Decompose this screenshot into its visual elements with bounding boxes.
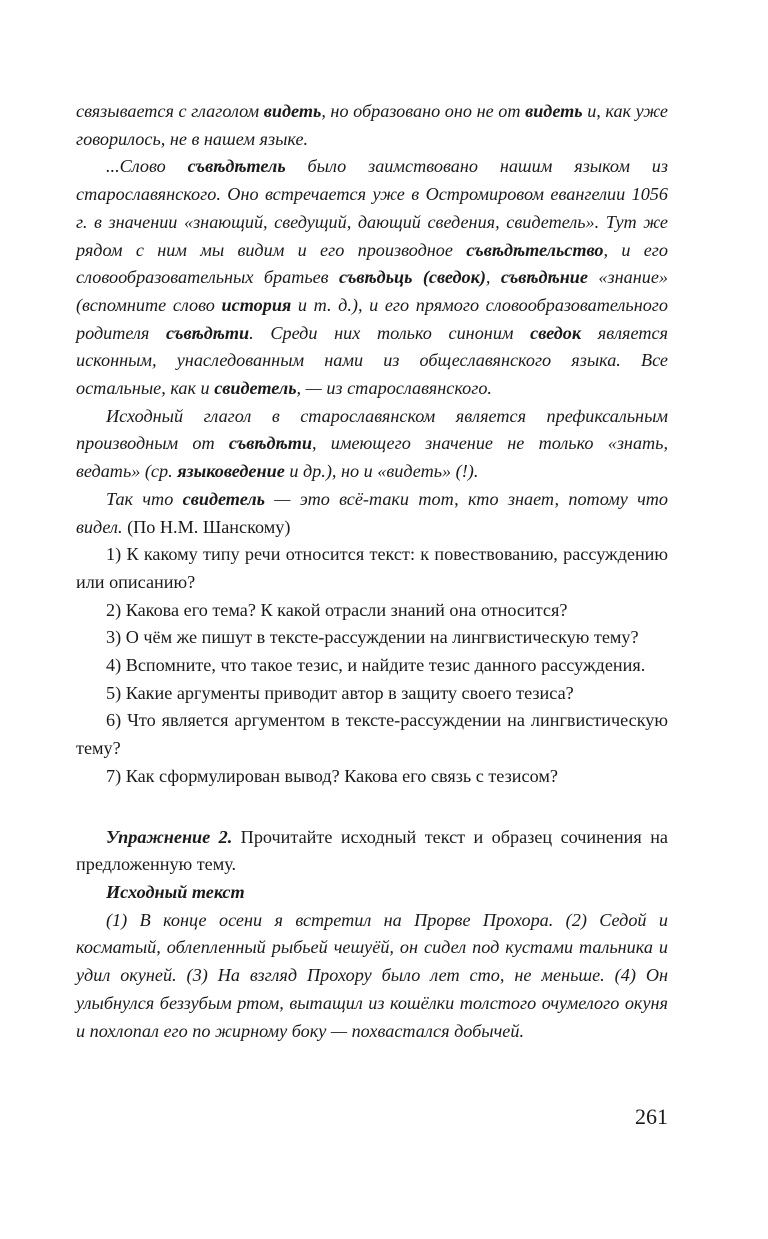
key-word: языковедение <box>177 461 285 482</box>
etymology-paragraph-2: ...Слово съвѣдѣтель было заимствовано нашим языком из старославянского. Оно встречается уже в Остромировом евангелии 1056 г. в значении «знающий, сведущий, дающий сведения, свидетель». Тут же рядом с ним мы видим и его производное съвѣдѣтельство, и его словообразовательных братьев съвѣдьць (сведок), съвѣдѣние «знание» (вспомните слово история и т. д.), и его прямого словообразовательного родителя съвѣдѣти. Среди них только синоним сведок является исконным, унаследованным нами из общеславянского языка. Все остальные, как и свидетель, — из старославянского. <box>76 156 669 399</box>
source-attribution: (По Н.М. Шанскому) <box>122 516 291 537</box>
key-word: съвѣдѣтель <box>187 156 286 177</box>
exercise-instruction: Упражнение 2. Прочитайте исходный текст и образец сочинения на предложенную тему. <box>76 826 668 875</box>
question-5: 5) Какие аргументы приводит автор в защиту своего тезиса? <box>106 682 574 703</box>
question-6: 6) Что является аргументом в тексте-рассуждении на лингвистическую тему? <box>76 710 668 759</box>
key-word: съвѣдѣти <box>228 433 312 454</box>
etymology-paragraph-3: Исходный глагол в старославянском является префиксальным производным от съвѣдѣти, имеющего значение не только «знать, ведать» (ср. языковедение и др.), но и «видеть» (!). <box>76 405 668 482</box>
etymology-paragraph-1: связывается с глаголом видеть, но образовано оно не от видеть и, как уже говорилось, не в нашем языке. <box>76 101 669 149</box>
key-word: съвѣдѣние <box>500 267 588 288</box>
exercise-label: Упражнение 2. <box>106 826 233 847</box>
question-3: 3) О чём же пишут в тексте-рассуждении на лингвистическую тему? <box>106 627 639 648</box>
question-4: 4) Вспомните, что такое тезис, и найдите тезис данного рассуждения. <box>106 655 646 676</box>
etymology-paragraph-4: Так что свидетель — это всё-таки тот, кто знает, потому что видел. (По Н.М. Шанскому) <box>76 488 669 537</box>
section-gap <box>76 791 668 824</box>
source-text: (1) В конце осени я встретил на Прорве Прохора. (2) Седой и косматый, облепленный рыбьей чешуёй, он сидел под кустами тальника и удил окуней. (3) На взгляд Прохору было лет сто, не меньше. (4) Он улыбнулся беззубым ртом, вытащил из кошёлки толстого очумелого окуня и похлопал его по жирному боку — похвастался добычей. <box>76 909 668 1041</box>
key-word: съвѣдѣтельство <box>466 239 604 260</box>
key-word: свидетель <box>182 488 265 509</box>
page-text <box>76 98 668 1045</box>
key-word: история <box>221 294 292 315</box>
page-number: 261 <box>635 1104 668 1129</box>
question-2: 2) Какова его тема? К какой отрасли знаний она относится? <box>106 599 568 620</box>
key-word: видеть <box>525 101 583 121</box>
key-word: сведок <box>530 322 582 343</box>
key-word: съвѣдьць (сведок) <box>339 267 486 288</box>
key-word: свидетель <box>214 378 297 399</box>
key-word: съвѣдѣти <box>166 322 250 343</box>
question-1: 1) К какому типу речи относится текст: к повествованию, рассуждению или описанию? <box>76 544 668 592</box>
source-heading: Исходный текст <box>106 881 245 902</box>
key-word: видеть <box>263 101 322 121</box>
question-7: 7) Как сформулирован вывод? Какова его связь с тезисом? <box>106 765 558 786</box>
